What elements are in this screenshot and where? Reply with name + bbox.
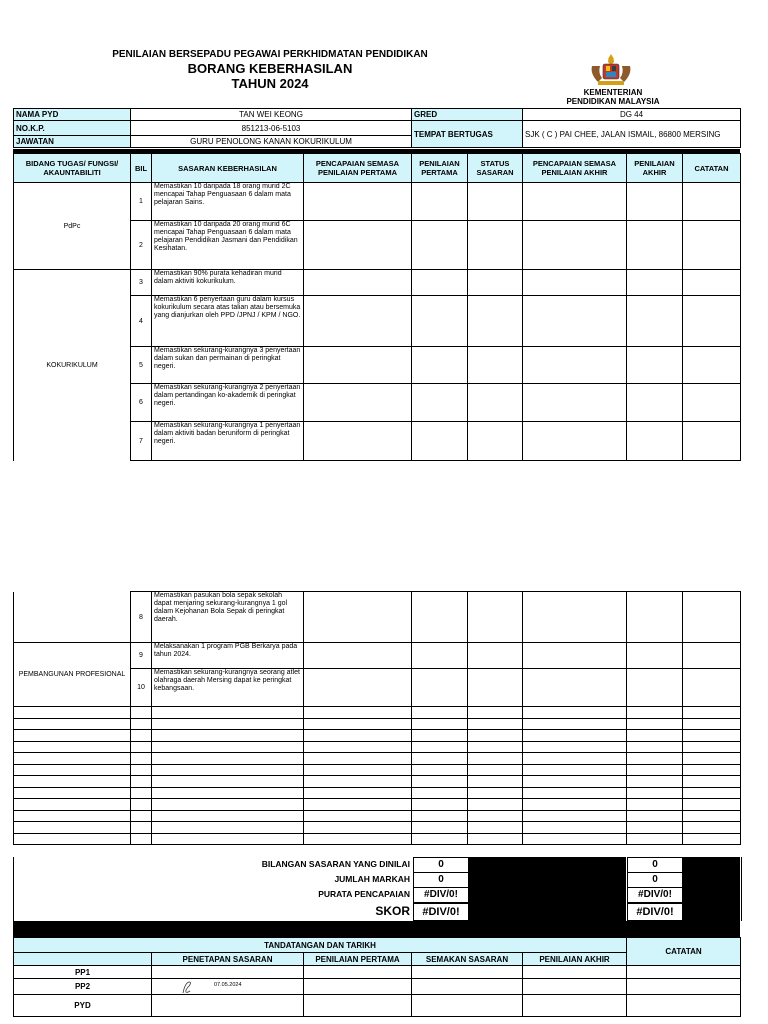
info-table [13, 108, 741, 148]
cell-input[interactable] [412, 270, 468, 296]
signature-col-penilaian-pertama: PENILAIAN PERTAMA [304, 953, 412, 966]
empty-cell[interactable] [627, 753, 683, 765]
empty-cell[interactable] [14, 776, 131, 788]
col-sasaran: SASARAN KEBERHASILAN [152, 154, 304, 183]
target-bil: 7 [131, 422, 152, 461]
empty-cell[interactable] [152, 810, 304, 822]
nokp-label: NO.K.P. [14, 121, 131, 136]
cell-input[interactable] [683, 643, 741, 669]
empty-cell[interactable] [627, 810, 683, 822]
nama-value: TAN WEI KEONG [131, 109, 412, 121]
bilangan-value-2: 0 [627, 857, 683, 873]
cell-input[interactable] [627, 643, 683, 669]
empty-cell[interactable] [523, 753, 627, 765]
empty-cell[interactable] [14, 822, 131, 834]
sig-cell[interactable] [523, 995, 627, 1017]
cell-input[interactable] [468, 669, 523, 707]
empty-cell[interactable] [152, 741, 304, 753]
jumlah-value-1: 0 [413, 872, 469, 888]
empty-cell[interactable] [152, 799, 304, 811]
empty-cell[interactable] [468, 741, 523, 753]
empty-cell[interactable] [131, 730, 152, 742]
cell-input[interactable] [523, 592, 627, 643]
empty-cell[interactable] [304, 799, 412, 811]
jumlah-label: JUMLAH MARKAH [334, 874, 410, 884]
empty-cell[interactable] [152, 776, 304, 788]
empty-cell[interactable] [152, 730, 304, 742]
summary-section [13, 857, 742, 921]
empty-cell[interactable] [304, 776, 412, 788]
empty-cell[interactable] [412, 776, 468, 788]
tempat-label: TEMPAT BERTUGAS [412, 121, 523, 148]
col-bil: BIL [131, 154, 152, 183]
empty-cell[interactable] [683, 707, 741, 719]
sig-cell[interactable] [412, 979, 523, 995]
cell-input[interactable] [304, 296, 412, 347]
empty-cell[interactable] [468, 707, 523, 719]
cell-input[interactable] [627, 669, 683, 707]
signature-catatan: CATATAN [627, 938, 741, 966]
ministry-name-1: KEMENTERIAN [583, 88, 643, 97]
empty-cell[interactable] [683, 753, 741, 765]
empty-cell[interactable] [523, 822, 627, 834]
empty-cell[interactable] [683, 799, 741, 811]
cell-input[interactable] [304, 270, 412, 296]
empty-cell[interactable] [304, 810, 412, 822]
target-bil: 2 [131, 221, 152, 270]
cell-input[interactable] [683, 270, 741, 296]
empty-cell[interactable] [14, 764, 131, 776]
target-bil: 1 [131, 183, 152, 221]
empty-cell[interactable] [627, 707, 683, 719]
skor-value-1: #DIV/0! [413, 903, 469, 921]
empty-cell[interactable] [412, 718, 468, 730]
empty-cell[interactable] [523, 707, 627, 719]
target-text: Memastikan 90% purata kehadiran murid dalam aktiviti kokurikulum. [152, 270, 304, 296]
signature-blank-header [14, 953, 152, 966]
empty-cell[interactable] [131, 787, 152, 799]
cell-input[interactable] [683, 183, 741, 221]
empty-cell[interactable] [468, 764, 523, 776]
cell-input[interactable] [304, 221, 412, 270]
cell-input[interactable] [683, 422, 741, 461]
empty-row [14, 776, 741, 788]
cell-input[interactable] [468, 221, 523, 270]
cell-input[interactable] [627, 221, 683, 270]
empty-cell[interactable] [468, 833, 523, 845]
sig-cell[interactable] [304, 995, 412, 1017]
empty-cell[interactable] [412, 810, 468, 822]
sig-cell[interactable] [412, 966, 523, 979]
cell-input[interactable] [627, 384, 683, 422]
empty-cell[interactable] [131, 833, 152, 845]
empty-cell[interactable] [131, 822, 152, 834]
empty-cell[interactable] [412, 730, 468, 742]
empty-cell[interactable] [468, 799, 523, 811]
cell-input[interactable] [523, 643, 627, 669]
empty-cell[interactable] [412, 753, 468, 765]
target-text: Memastikan pasukan bola sepak sekolah dapat menjaring sekurang-kurangnya 1 gol dalam Kejohanan Bola Sepak di peringkat daerah. [152, 592, 304, 643]
signature-row-pp2: PP2 [14, 979, 152, 995]
empty-cell[interactable] [412, 822, 468, 834]
signature-row-pp1: PP1 [14, 966, 152, 979]
empty-cell[interactable] [627, 799, 683, 811]
summary-black-block [682, 857, 740, 921]
cell-input[interactable] [468, 643, 523, 669]
col-catatan: CATATAN [683, 154, 741, 183]
empty-cell[interactable] [152, 833, 304, 845]
target-text: Memastikan sekurang-kurangnya 1 penyertaan dalam aktiviti badan beruniform di peringkat negeri. [152, 422, 304, 461]
cell-input[interactable] [523, 384, 627, 422]
sig-cell[interactable] [627, 966, 741, 979]
empty-row [14, 787, 741, 799]
cell-input[interactable] [627, 422, 683, 461]
empty-cell[interactable] [14, 753, 131, 765]
empty-cell[interactable] [14, 833, 131, 845]
empty-cell[interactable] [523, 741, 627, 753]
cell-input[interactable] [412, 422, 468, 461]
ministry-name-2: PENDIDIKAN MALAYSIA [566, 97, 660, 106]
empty-row [14, 799, 741, 811]
pp2-signature-date: 07.05.2024 [214, 982, 242, 988]
empty-cell[interactable] [131, 764, 152, 776]
cell-input[interactable] [412, 183, 468, 221]
target-bil: 4 [131, 296, 152, 347]
target-bil: 10 [131, 669, 152, 707]
targets-table-page2 [13, 591, 741, 845]
empty-cell[interactable] [683, 776, 741, 788]
cell-input[interactable] [412, 347, 468, 384]
cell-input[interactable] [683, 384, 741, 422]
gred-value: DG 44 [523, 109, 741, 121]
empty-cell[interactable] [683, 833, 741, 845]
empty-cell[interactable] [131, 707, 152, 719]
skor-value-2: #DIV/0! [627, 903, 683, 921]
cell-input[interactable] [304, 422, 412, 461]
empty-cell[interactable] [523, 787, 627, 799]
cell-input[interactable] [627, 592, 683, 643]
sig-cell[interactable] [304, 966, 412, 979]
cell-input[interactable] [412, 669, 468, 707]
empty-cell[interactable] [14, 718, 131, 730]
targets-table-page1 [13, 153, 741, 461]
cell-input[interactable] [683, 669, 741, 707]
empty-cell[interactable] [523, 799, 627, 811]
empty-cell[interactable] [304, 822, 412, 834]
cell-input[interactable] [627, 296, 683, 347]
target-text: Memastikan sekurang-kurangnya 2 penyertaan dalam pertandingan ko-akademik di peringkat negeri. [152, 384, 304, 422]
cell-input[interactable] [412, 643, 468, 669]
purata-value-2: #DIV/0! [627, 887, 683, 903]
empty-cell[interactable] [152, 822, 304, 834]
empty-cell[interactable] [523, 833, 627, 845]
sig-cell[interactable] [627, 995, 741, 1017]
empty-cell[interactable] [523, 776, 627, 788]
empty-cell[interactable] [131, 799, 152, 811]
cell-input[interactable] [412, 384, 468, 422]
empty-cell[interactable] [304, 753, 412, 765]
empty-cell[interactable] [683, 718, 741, 730]
empty-cell[interactable] [152, 718, 304, 730]
jumlah-value-2: 0 [627, 872, 683, 888]
target-bil: 9 [131, 643, 152, 669]
empty-cell[interactable] [468, 730, 523, 742]
empty-cell[interactable] [627, 833, 683, 845]
empty-cell[interactable] [627, 764, 683, 776]
empty-cell[interactable] [412, 741, 468, 753]
empty-cell[interactable] [152, 764, 304, 776]
empty-cell[interactable] [627, 730, 683, 742]
tempat-value: SJK ( C ) PAI CHEE, JALAN ISMAIL, 86800 MERSING [523, 121, 741, 148]
form-title-line1: PENILAIAN BERSEPADU PEGAWAI PERKHIDMATAN PENDIDIKAN [112, 49, 428, 60]
jawatan-value: GURU PENOLONG KANAN KOKURIKULUM [131, 136, 412, 148]
cell-input[interactable] [523, 669, 627, 707]
jawatan-label: JAWATAN [14, 136, 131, 148]
pp2-signature-cell[interactable] [152, 979, 304, 995]
target-text: Memastikan 6 penyertaan guru dalam kursus kokurikulum secara atas talian atau bersemuka yang dianjurkan oleh PPD /JPNJ / KPM / NGO. [152, 296, 304, 347]
empty-cell[interactable] [131, 753, 152, 765]
cell-input[interactable] [683, 347, 741, 384]
empty-cell[interactable] [627, 787, 683, 799]
cell-input[interactable] [523, 183, 627, 221]
signature-title: TANDATANGAN DAN TARIKH [14, 938, 627, 953]
signature-col-penilaian-akhir: PENILAIAN AKHIR [523, 953, 627, 966]
empty-cell[interactable] [304, 718, 412, 730]
empty-row [14, 822, 741, 834]
cell-input[interactable] [523, 347, 627, 384]
nokp-value: 851213-06-5103 [131, 121, 412, 136]
col-penilaian2: PENILAIAN AKHIR [627, 154, 683, 183]
empty-cell[interactable] [627, 776, 683, 788]
col-pencapaian1: PENCAPAIAN SEMASA PENILAIAN PERTAMA [304, 154, 412, 183]
area-pembangunan-profesional: PEMBANGUNAN PROFESIONAL [14, 643, 131, 707]
empty-cell[interactable] [468, 822, 523, 834]
empty-cell[interactable] [304, 764, 412, 776]
empty-row [14, 741, 741, 753]
empty-cell[interactable] [131, 718, 152, 730]
form-title-line3: TAHUN 2024 [231, 76, 309, 91]
empty-cell[interactable] [14, 707, 131, 719]
cell-input[interactable] [304, 592, 412, 643]
empty-cell[interactable] [683, 764, 741, 776]
empty-cell[interactable] [683, 787, 741, 799]
empty-cell[interactable] [14, 741, 131, 753]
empty-cell[interactable] [131, 810, 152, 822]
empty-cell[interactable] [304, 833, 412, 845]
nama-label: NAMA PYD [14, 109, 131, 121]
cell-input[interactable] [523, 270, 627, 296]
cell-input[interactable] [683, 592, 741, 643]
empty-cell[interactable] [412, 799, 468, 811]
cell-input[interactable] [627, 270, 683, 296]
empty-cell[interactable] [304, 730, 412, 742]
empty-row [14, 833, 741, 845]
col-bidang: BIDANG TUGAS/ FUNGSI/ AKAUNTABILITI [14, 154, 131, 183]
cell-input[interactable] [412, 592, 468, 643]
empty-row [14, 810, 741, 822]
target-bil: 3 [131, 270, 152, 296]
signature-col-penetapan: PENETAPAN SASARAN [152, 953, 304, 966]
cell-input[interactable] [468, 270, 523, 296]
sig-cell[interactable] [152, 966, 304, 979]
cell-input[interactable] [412, 221, 468, 270]
target-text: Melaksanakan 1 program PGB Berkarya pada tahun 2024. [152, 643, 304, 669]
cell-input[interactable] [627, 183, 683, 221]
target-bil: 8 [131, 592, 152, 643]
cell-input[interactable] [523, 221, 627, 270]
empty-cell[interactable] [152, 753, 304, 765]
cell-input[interactable] [412, 296, 468, 347]
ministry-crest-icon [586, 52, 636, 88]
target-bil: 6 [131, 384, 152, 422]
sig-cell[interactable] [304, 979, 412, 995]
col-penilaian1: PENILAIAN PERTAMA [412, 154, 468, 183]
sig-cell[interactable] [412, 995, 523, 1017]
empty-cell[interactable] [523, 718, 627, 730]
cell-input[interactable] [627, 347, 683, 384]
col-pencapaian2: PENCAPAIAN SEMASA PENILAIAN AKHIR [523, 154, 627, 183]
cell-input[interactable] [468, 422, 523, 461]
target-text: Memastikan sekurang-kurangnya 3 penyertaan dalam sukan dan permainan di peringkat negeri. [152, 347, 304, 384]
empty-cell[interactable] [523, 764, 627, 776]
empty-cell[interactable] [523, 810, 627, 822]
area-continued [14, 592, 131, 643]
cell-input[interactable] [468, 384, 523, 422]
col-status: STATUS SASARAN [468, 154, 523, 183]
cell-input[interactable] [468, 296, 523, 347]
empty-cell[interactable] [14, 730, 131, 742]
empty-cell[interactable] [683, 730, 741, 742]
empty-cell[interactable] [152, 787, 304, 799]
purata-label: PURATA PENCAPAIAN [318, 889, 410, 899]
summary-col-1 [413, 857, 467, 921]
empty-row [14, 730, 741, 742]
empty-cell[interactable] [468, 776, 523, 788]
purata-value-1: #DIV/0! [413, 887, 469, 903]
target-bil: 5 [131, 347, 152, 384]
empty-cell[interactable] [304, 741, 412, 753]
cell-input[interactable] [304, 347, 412, 384]
empty-cell[interactable] [683, 741, 741, 753]
area-pdpc: PdPc [14, 183, 131, 270]
empty-row [14, 718, 741, 730]
empty-row [14, 707, 741, 719]
empty-cell[interactable] [468, 810, 523, 822]
cell-input[interactable] [683, 221, 741, 270]
empty-row [14, 753, 741, 765]
empty-cell[interactable] [131, 776, 152, 788]
empty-cell[interactable] [14, 810, 131, 822]
cell-input[interactable] [523, 422, 627, 461]
empty-cell[interactable] [304, 787, 412, 799]
cell-input[interactable] [523, 296, 627, 347]
empty-cell[interactable] [468, 718, 523, 730]
signature-row-pyd: PYD [14, 995, 152, 1017]
cell-input[interactable] [468, 183, 523, 221]
target-text: Memastikan 10 daripada 18 orang murid 2C mencapai Tahap Penguasaan 6 dalam mata pelajaran Sains. [152, 183, 304, 221]
empty-cell[interactable] [412, 833, 468, 845]
empty-cell[interactable] [627, 741, 683, 753]
cell-input[interactable] [304, 384, 412, 422]
handwritten-signature-icon [180, 979, 194, 995]
empty-cell[interactable] [14, 799, 131, 811]
empty-cell[interactable] [131, 741, 152, 753]
area-kokurikulum: KOKURIKULUM [14, 270, 131, 461]
empty-cell[interactable] [412, 787, 468, 799]
cell-input[interactable] [304, 643, 412, 669]
bilangan-value-1: 0 [413, 857, 469, 873]
empty-cell[interactable] [627, 822, 683, 834]
sig-cell[interactable] [523, 966, 627, 979]
empty-cell[interactable] [412, 707, 468, 719]
sig-cell[interactable] [523, 979, 627, 995]
empty-cell[interactable] [14, 787, 131, 799]
empty-row [14, 764, 741, 776]
cell-input[interactable] [304, 669, 412, 707]
gred-label: GRED [412, 109, 523, 121]
cell-input[interactable] [468, 592, 523, 643]
summary-black-block [468, 857, 626, 921]
target-text: Memastikan 10 daripada 20 orang murid 6C mencapai Tahap Penguasaan 6 dalam mata pelajaran Pendidikan Jasmani dan Pendidikan Kesihatan. [152, 221, 304, 270]
empty-cell[interactable] [627, 718, 683, 730]
empty-cell[interactable] [683, 810, 741, 822]
cell-input[interactable] [304, 183, 412, 221]
empty-cell[interactable] [468, 753, 523, 765]
empty-cell[interactable] [412, 764, 468, 776]
cell-input[interactable] [468, 347, 523, 384]
signature-table [13, 937, 741, 1017]
empty-cell[interactable] [304, 707, 412, 719]
summary-col-2 [627, 857, 681, 921]
skor-label: SKOR [375, 904, 410, 918]
signature-col-semakan: SEMAKAN SASARAN [412, 953, 523, 966]
sig-cell[interactable] [627, 979, 741, 995]
sig-cell[interactable] [152, 995, 304, 1017]
empty-cell[interactable] [468, 787, 523, 799]
form-title-line2: BORANG KEBERHASILAN [187, 61, 353, 76]
empty-cell[interactable] [523, 730, 627, 742]
summary-bottom-bar [13, 921, 740, 937]
empty-cell[interactable] [683, 822, 741, 834]
target-text: Memastikan sekurang-kurangnya seorang atlet olahraga daerah Mersing dapat ke peringkat kebangsaan. [152, 669, 304, 707]
bilangan-label: BILANGAN SASARAN YANG DINILAI [261, 859, 410, 869]
cell-input[interactable] [683, 296, 741, 347]
empty-cell[interactable] [152, 707, 304, 719]
